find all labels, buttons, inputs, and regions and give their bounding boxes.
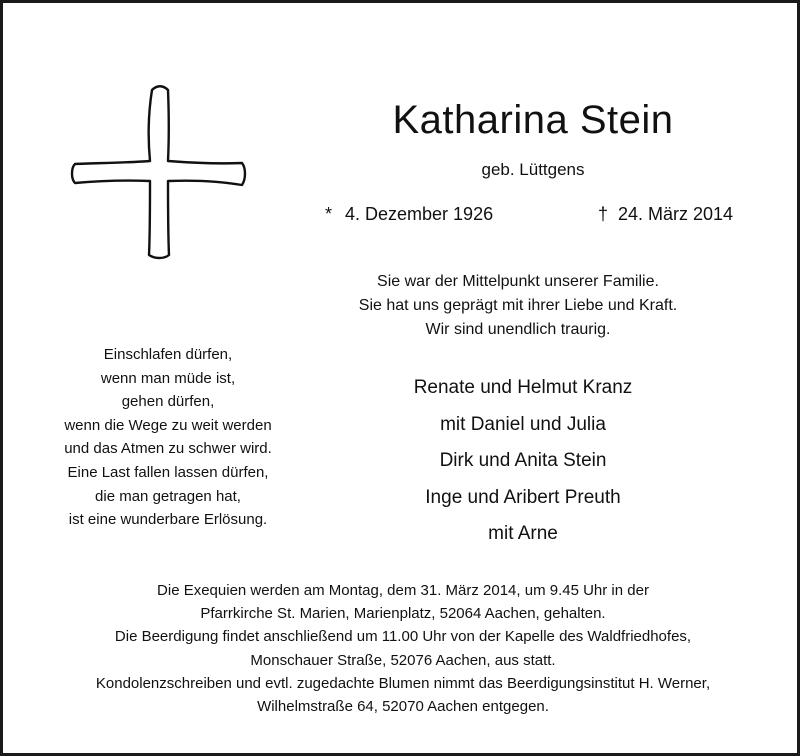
funeral-details-line: Wilhelmstraße 64, 52070 Aachen entgegen. <box>257 698 549 716</box>
mourner-line: mit Arne <box>488 523 558 544</box>
poem-line: gehen dürfen, <box>121 393 215 411</box>
poem-line: die man getragen hat, <box>95 487 241 505</box>
death-date-line <box>598 202 733 226</box>
funeral-details-line: Die Exequien werden am Montag, dem 31. März 2014, um 9.45 Uhr in der <box>157 582 649 599</box>
mourner-line: Dirk und Anita Stein <box>439 450 607 471</box>
mourner-line: mit Daniel und Julia <box>440 413 606 435</box>
poem-line: wenn man müde ist, <box>100 369 236 387</box>
deceased-name: Katharina Stein <box>392 98 674 142</box>
funeral-details-line: Kondolenzschreiben und evtl. zugedachte Blumen nimmt das Beerdigungsinstitut H. Werner, <box>95 674 711 692</box>
birth-star-icon: * <box>325 204 333 224</box>
cross-icon <box>69 85 249 260</box>
birth-date: 4. Dezember 1926 <box>345 204 494 224</box>
funeral-details-block <box>43 579 763 718</box>
mourner-line: Renate und Helmut Kranz <box>413 377 633 398</box>
motto-line: Sie war der Mittelpunkt unserer Familie. <box>377 273 659 290</box>
poem-line: und das Atmen zu schwer wird. <box>64 440 272 458</box>
funeral-details-line: Pfarrkirche St. Marien, Marienplatz, 52064 Aachen, gehalten. <box>200 605 606 623</box>
maiden-name: geb. Lüttgens <box>481 160 585 179</box>
motto-line: Sie hat uns geprägt mit ihrer Liebe und Kraft. <box>358 297 678 314</box>
poem-line: ist eine wunderbare Erlösung. <box>68 511 268 529</box>
funeral-details-line: Monschauer Straße, 52076 Aachen, aus statt. <box>250 651 556 669</box>
motto-block <box>313 270 723 342</box>
birth-date-line <box>325 202 493 226</box>
mourners-block <box>373 370 673 553</box>
motto-line: Wir sind unendlich traurig. <box>425 321 611 338</box>
poem-line: Einschlafen dürfen, <box>103 346 233 363</box>
mourner-line: Inge und Aribert Preuth <box>425 486 621 508</box>
poem-line: Eine Last fallen lassen dürfen, <box>67 463 269 481</box>
poem-line: wenn die Wege zu weit werden <box>64 416 272 434</box>
funeral-details-line: Die Beerdigung findet anschließend um 11.00 Uhr von der Kapelle des Waldfriedhofes, <box>114 628 692 646</box>
death-dagger-icon: † <box>598 204 609 224</box>
poem-block <box>23 343 313 532</box>
death-date: 24. März 2014 <box>618 204 734 224</box>
